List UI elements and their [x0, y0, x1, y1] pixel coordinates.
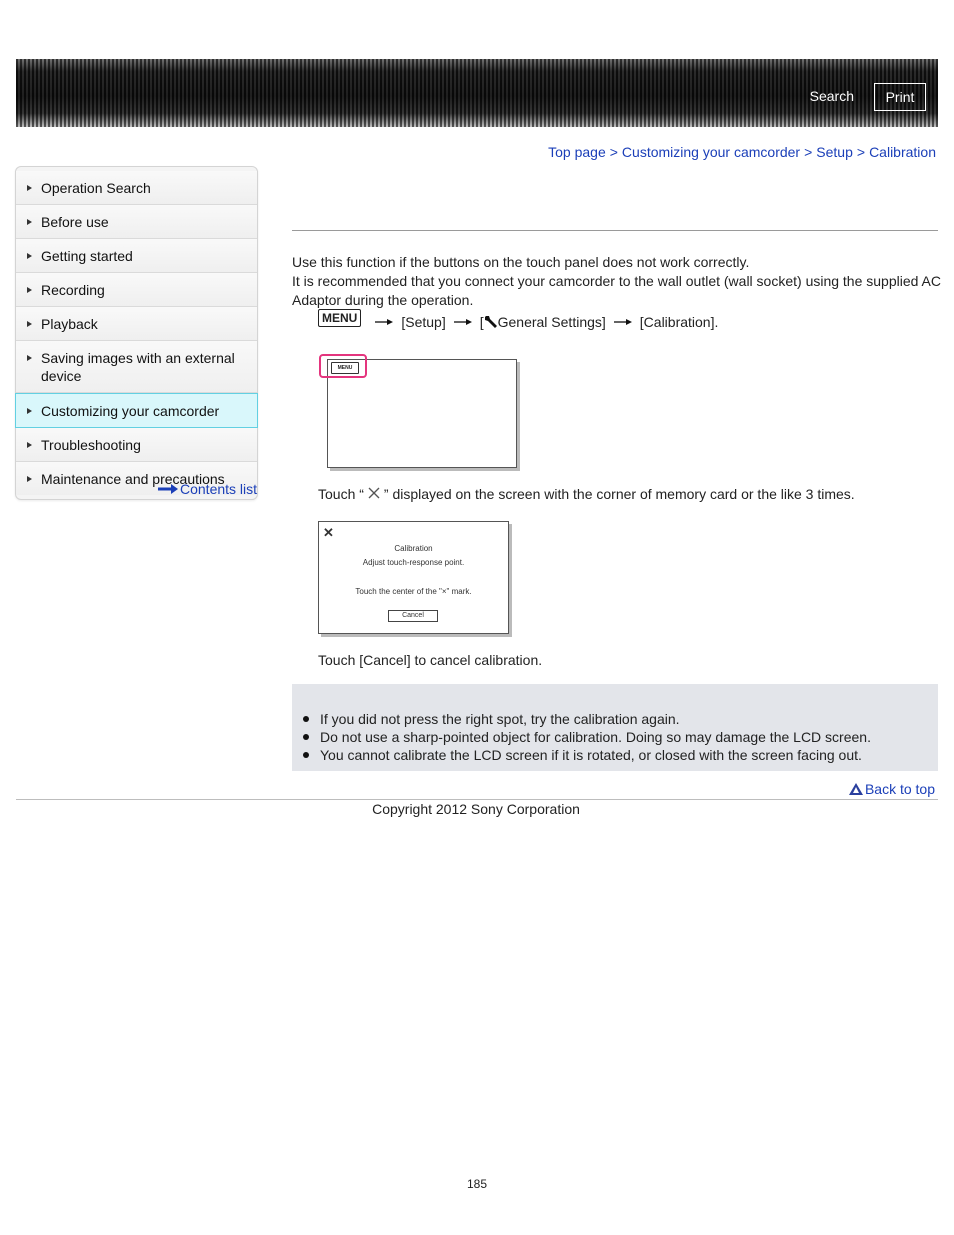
sidebar-item-before-use[interactable]	[16, 205, 257, 239]
triangle-up-icon	[849, 783, 863, 795]
calibration-x-mark: ✕	[323, 525, 334, 540]
header-bar	[16, 59, 938, 127]
bullet-icon	[303, 752, 309, 758]
breadcrumb-calibration[interactable]: Calibration	[869, 144, 936, 160]
calibration-cancel-button: Cancel	[388, 610, 438, 622]
note-text: Do not use a sharp-pointed object for calibration. Doing so may damage the LCD screen.	[320, 729, 871, 745]
step-general-settings-bracket: [	[479, 314, 484, 330]
sidebar-item-customizing[interactable]	[15, 393, 258, 428]
lcd-screen-illustration	[327, 359, 517, 468]
contents-list-link[interactable]	[158, 481, 257, 497]
chevron-right-icon	[27, 253, 32, 259]
sidebar-item-label: Troubleshooting	[41, 437, 141, 453]
intro-line-2: It is recommended that you connect your camcorder to the wall outlet (wall socket) using the supplied AC Adaptor during the operation.	[292, 273, 941, 308]
chevron-right-icon	[27, 219, 32, 225]
sidebar-item-label: Getting started	[41, 248, 133, 264]
arrow-right-icon	[158, 484, 178, 494]
chevron-right-icon	[27, 476, 32, 482]
intro-text	[292, 253, 942, 310]
intro-line-1: Use this function if the buttons on the touch panel does not work correctly.	[292, 254, 750, 270]
note-text: If you did not press the right spot, try the calibration again.	[320, 711, 680, 727]
search-link[interactable]: Search	[809, 88, 854, 104]
back-to-top-label: Back to top	[864, 781, 935, 797]
notes-box	[292, 684, 938, 771]
sidebar-item-label: Maintenance and precautions	[41, 471, 225, 487]
note-item	[302, 728, 871, 746]
title-divider	[292, 230, 938, 231]
sidebar-item-operation-search[interactable]	[16, 171, 257, 205]
notes-list	[302, 710, 871, 764]
sidebar-item-label: Playback	[41, 316, 98, 332]
breadcrumb-customizing[interactable]: Customizing your camcorder	[621, 144, 801, 160]
chevron-right-icon	[27, 408, 32, 414]
arrow-right-icon	[454, 318, 472, 326]
sidebar-item-label: Customizing your camcorder	[41, 403, 220, 419]
touch-text-before: Touch “	[318, 486, 364, 502]
arrow-right-icon	[614, 318, 632, 326]
sidebar-item-recording[interactable]	[16, 273, 257, 307]
bullet-icon	[303, 716, 309, 722]
sidebar-item-label: Operation Search	[41, 180, 151, 196]
note-item	[302, 710, 871, 728]
chevron-right-icon	[27, 355, 32, 361]
sidebar-item-troubleshooting[interactable]	[16, 428, 257, 462]
sidebar-item-getting-started[interactable]	[16, 239, 257, 273]
sidebar-item-saving-images[interactable]	[16, 341, 257, 393]
bullet-icon	[303, 734, 309, 740]
print-button[interactable]: Print	[874, 83, 926, 111]
wrench-icon	[484, 315, 498, 329]
step-setup: [Setup]	[401, 314, 446, 330]
touch-text-after: ” displayed on the screen with the corner of memory card or the like 3 times.	[383, 486, 855, 502]
sidebar-item-label: Before use	[41, 214, 109, 230]
contents-list-label: Contents list	[180, 481, 258, 497]
sidebar-item-label: Saving images with an external device	[41, 350, 235, 384]
cancel-instruction: Touch [Cancel] to cancel calibration.	[318, 652, 543, 668]
breadcrumb-separator: >	[609, 144, 618, 160]
page-number: 185	[466, 1177, 488, 1191]
chevron-right-icon	[27, 185, 32, 191]
copyright-text: Copyright 2012 Sony Corporation	[372, 801, 580, 817]
chevron-right-icon	[27, 287, 32, 293]
breadcrumb-separator: >	[856, 144, 866, 160]
step-calibration: [Calibration].	[639, 314, 719, 330]
chevron-right-icon	[27, 321, 32, 327]
note-item	[302, 746, 871, 764]
calibration-title: Calibration	[394, 544, 433, 553]
back-to-top-link[interactable]	[849, 781, 935, 797]
step-general-settings: General Settings]	[497, 314, 606, 330]
menu-button-illustration: MENU	[331, 362, 359, 374]
calibration-subtitle: Adjust touch-response point.	[362, 558, 465, 567]
sidebar-item-label: Recording	[41, 282, 105, 298]
sidebar-nav	[15, 166, 258, 500]
breadcrumb-separator: >	[804, 144, 813, 160]
chevron-right-icon	[27, 442, 32, 448]
footer-divider	[16, 799, 938, 800]
calibration-screen-illustration	[318, 521, 509, 634]
breadcrumb-top-page[interactable]: Top page	[548, 144, 606, 160]
arrow-right-icon	[375, 318, 393, 326]
note-text: You cannot calibrate the LCD screen if it is rotated, or closed with the screen facing out.	[320, 747, 862, 763]
calibration-instruction: Touch the center of the "×" mark.	[355, 587, 472, 596]
menu-step	[318, 313, 718, 331]
touch-instruction	[318, 486, 855, 502]
breadcrumb	[548, 144, 936, 160]
breadcrumb-setup[interactable]: Setup	[816, 144, 853, 160]
menu-key-icon: MENU	[318, 309, 361, 327]
sidebar-item-playback[interactable]	[16, 307, 257, 341]
close-x-icon	[366, 487, 382, 499]
